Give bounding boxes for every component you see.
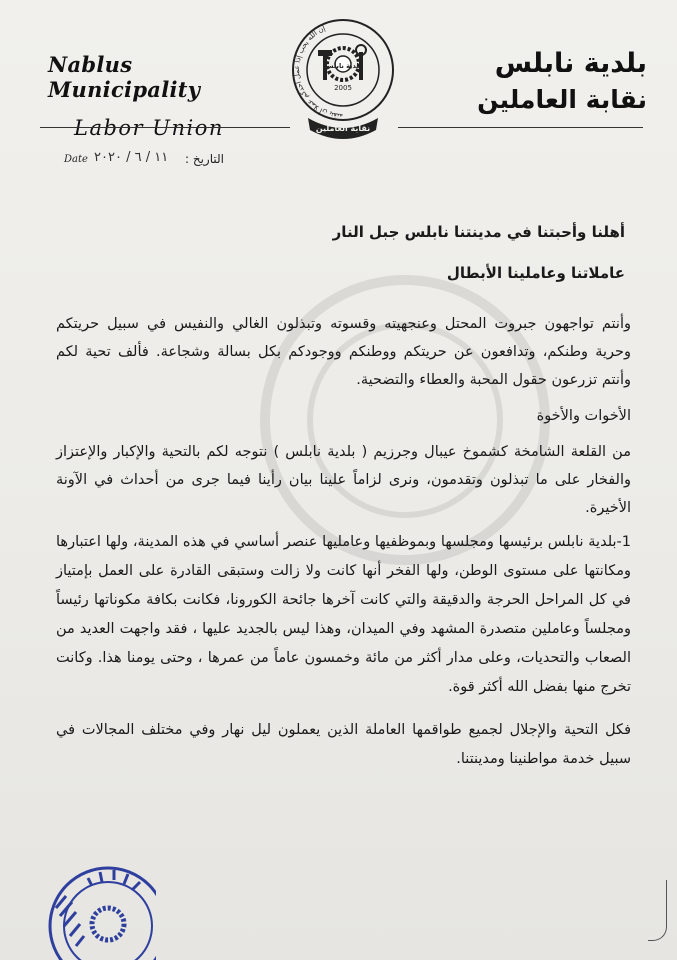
page-corner <box>648 880 667 941</box>
logo-year: 2005 <box>334 84 352 92</box>
official-stamp <box>26 856 156 960</box>
salutation-line: عاملاتنا وعاملينا الأبطال <box>446 264 625 282</box>
letter-body <box>56 210 631 774</box>
union-logo <box>288 14 398 142</box>
org-name-ar: بلدية نابلس <box>494 48 647 79</box>
greeting-line: أهلنا وأحبتنا في مدينتنا نابلس جبل النار <box>332 223 625 241</box>
header-divider-left <box>40 127 290 128</box>
date-label-ar: التاريخ : <box>184 152 224 166</box>
date-line <box>64 150 224 170</box>
paragraph-2: من القلعة الشامخة كشموخ عيبال وجرزيم ( بلدية نابلس ) نتوجه لكم بالتحية والإكبار والإعتزاز والفخار على ما تبذلون وتقدمون، ونرى لزاماً علينا بيان رأينا فيما جرى من أحداث في الآونة الأخيرة. <box>56 444 631 516</box>
org-name-en: Nablus Municipality <box>48 52 201 102</box>
date-label-en: Date <box>64 154 88 165</box>
union-name-en: Labor Union <box>74 116 224 140</box>
logo-ring-text: إن الله يحب إذا عمل أحدكم عملا أن يتقنه <box>293 24 344 121</box>
siblings-line: الأخوات والأخوة <box>536 408 631 424</box>
logo-bottom-text: نقابة العاملين <box>315 124 371 133</box>
closing-paragraph: فكل التحية والإجلال لجميع طواقمها العاملة الذين يعملون ليل نهار وفي مختلف المجالات في سبيل خدمة مواطنينا ومدينتنا. <box>56 722 631 767</box>
logo-center-text: بلدية نابلس <box>324 62 362 70</box>
date-value: ١١ / ٦ / ٢٠٢٠ <box>94 150 169 165</box>
header-divider-right <box>398 127 643 128</box>
paragraph-1: وأنتم تواجهون جبروت المحتل وعنجهيته وقسوته وتبذلون الغالي والنفيس في سبيل حريتكم وحرية وطنكم، وتدافعون عن حريتكم ووطنكم ووجودكم بكل بسالة وشجاعة. فألف تحية لكم وأنتم تزرعون حقول المحبة والعطاء والتضحية. <box>56 316 631 388</box>
union-name-ar: نقابة العاملين <box>477 85 647 114</box>
header-arabic <box>457 48 647 114</box>
point-1: 1-بلدية نابلس برئيسها ومجلسها وبموظفيها وعامليها عنصر أساسي في هذه المدينة، ولها اعتبارها ومكانتها على مستوى الوطن، ولها الفخر أنها كانت ولا زالت وستبقى القادرة على العمل بإمتياز في كل المراحل الحرجة والدقيقة والتي كانت آخرها جائحة الكورونا، فكانت بكافة مكوناتها رئيساً ومجلساً وعاملين متصدرة المشهد وفي الميدان، وهذا ليس بالجديد عليها ، فقد واجهت العديد من الصعاب والتحديات، وعلى مدار أكثر من مائة وخمسون عاماً من عمرها ، وحتى يومنا هذا. وكانت تخرج منها بفضل الله أكثر قوة. <box>56 534 631 695</box>
